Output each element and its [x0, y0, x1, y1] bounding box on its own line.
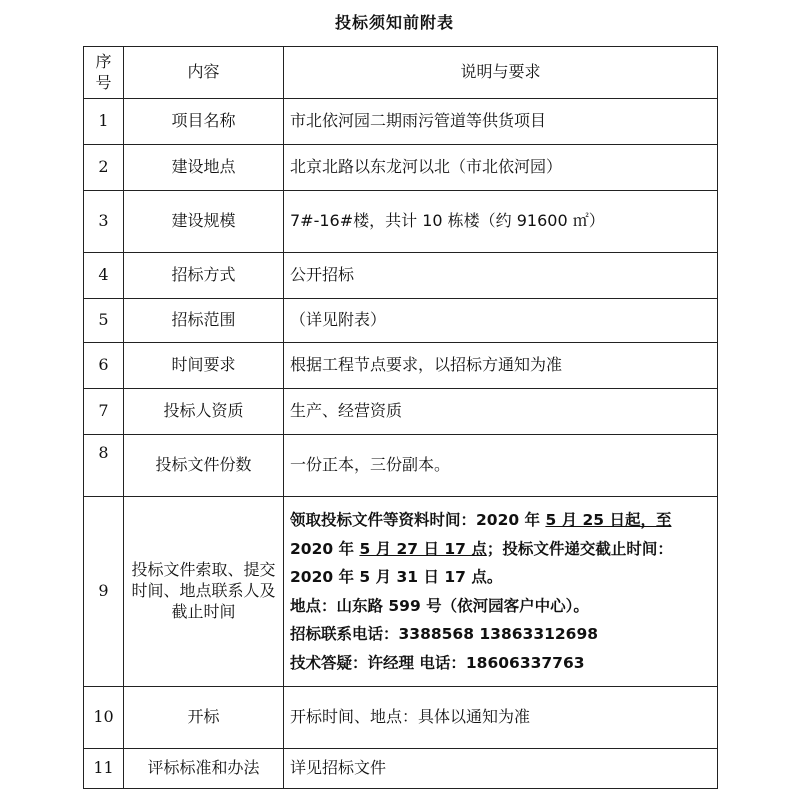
row-description: 北京北路以东龙河以北（市北依河园）	[284, 145, 718, 191]
doc-collection-time-line: 领取投标文件等资料时间：2020 年 5 月 25 日起，至	[290, 511, 672, 529]
table-row	[84, 435, 718, 497]
row-number: 4	[84, 253, 124, 299]
document-title: 投标须知前附表	[334, 13, 454, 32]
header-serial-number: 序号	[84, 47, 124, 99]
row-number: 1	[84, 99, 124, 145]
row-number: 2	[84, 145, 124, 191]
table-row	[84, 687, 718, 749]
row-content: 建设规模	[124, 191, 284, 253]
table-row	[84, 145, 718, 191]
row-content: 投标文件份数	[124, 435, 284, 497]
submission-deadline-line: 2020 年 5 月 27 日 17 点；投标文件递交截止时间：	[290, 539, 673, 558]
table-row	[84, 191, 718, 253]
table-row	[84, 497, 718, 687]
table-row	[84, 749, 718, 789]
row-number: 6	[84, 343, 124, 389]
row-content: 开标	[124, 687, 284, 749]
contact-phone-line: 招标联系电话：3388568 13863312698	[290, 625, 599, 643]
row-content: 投标人资质	[124, 389, 284, 435]
row-content: 评标标准和办法	[124, 749, 284, 789]
header-description: 说明与要求	[284, 47, 718, 99]
table-row	[84, 389, 718, 435]
row-description: 详见招标文件	[284, 749, 718, 789]
row-description: 公开招标	[284, 253, 718, 299]
table-row	[84, 253, 718, 299]
row-description: 开标时间、地点：具体以通知为准	[284, 687, 718, 749]
technical-contact-line: 技术答疑：许经理 电话：18606337763	[290, 653, 585, 672]
row-description	[284, 497, 718, 687]
row-number: 7	[84, 389, 124, 435]
row-description: 一份正本，三份副本。	[284, 435, 718, 497]
table-header-row	[84, 47, 718, 99]
row-number: 11	[84, 749, 124, 789]
row-content: 建设地点	[124, 145, 284, 191]
row-number: 9	[84, 497, 124, 687]
header-content: 内容	[124, 47, 284, 99]
table-row	[84, 299, 718, 343]
row-number: 10	[84, 687, 124, 749]
row-content: 项目名称	[124, 99, 284, 145]
row-content: 时间要求	[124, 343, 284, 389]
row-description: 7#-16#楼，共计 10 栋楼（约 91600 ㎡）	[284, 191, 718, 253]
row-description: 生产、经营资质	[284, 389, 718, 435]
row-content: 投标文件索取、提交时间、地点联系人及截止时间	[124, 497, 284, 687]
row-content: 招标范围	[124, 299, 284, 343]
row-content: 招标方式	[124, 253, 284, 299]
row-number: 3	[84, 191, 124, 253]
row-description: （详见附表）	[284, 299, 718, 343]
row-description: 市北依河园二期雨污管道等供货项目	[284, 99, 718, 145]
row-description: 根据工程节点要求，以招标方通知为准	[284, 343, 718, 389]
location-line: 地点：山东路 599 号（依河园客户中心）。	[290, 596, 589, 615]
table-row	[84, 99, 718, 145]
row-number: 8	[84, 435, 124, 497]
row-number: 5	[84, 299, 124, 343]
bidding-info-table	[83, 46, 718, 789]
table-row	[84, 343, 718, 389]
deadline-date-line: 2020 年 5 月 31 日 17 点。	[290, 568, 503, 586]
